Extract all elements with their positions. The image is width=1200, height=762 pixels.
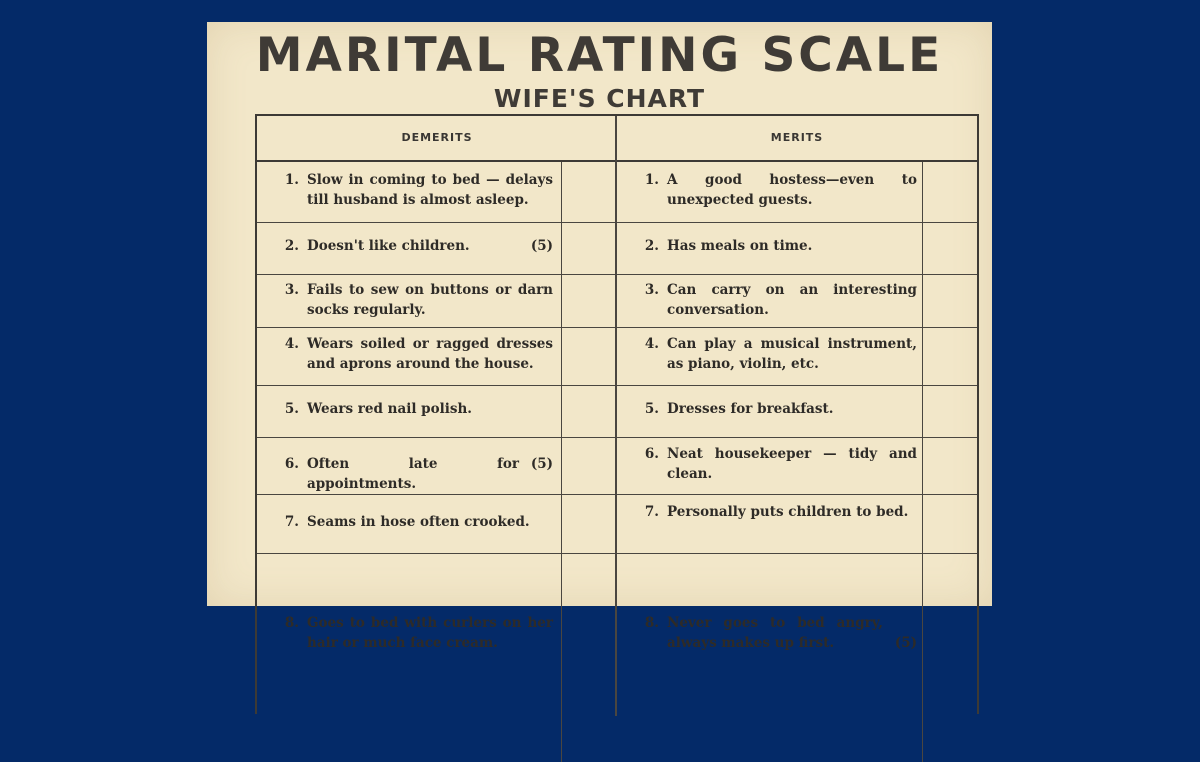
merits-item: [635, 444, 917, 484]
item-number: 5.: [284, 401, 299, 417]
item-text: Goes to bed with curlers on her hair or much face cream.: [307, 614, 553, 651]
item-number: 1.: [644, 172, 659, 188]
demerits-score-column-line: [561, 162, 562, 762]
demerits-item: [275, 399, 553, 419]
item-text: Wears soiled or ragged dresses and aprons around the house.: [307, 336, 553, 372]
item-text: Neat housekeeper — tidy and clean.: [667, 445, 917, 482]
item-text: Wears red nail polish.: [307, 401, 472, 417]
item-points: (5): [894, 634, 917, 651]
demerits-item: [275, 280, 553, 320]
demerits-item: [275, 334, 553, 374]
row-divider: [257, 327, 977, 328]
demerits-item: [275, 236, 553, 256]
document-page: [207, 22, 992, 651]
row-divider: [257, 222, 977, 223]
item-number: 6.: [284, 455, 299, 472]
item-number: 7.: [644, 503, 659, 520]
item-number: 4.: [284, 336, 299, 352]
merits-item: [635, 502, 917, 542]
item-text: Never goes to bed angry, always makes up first.: [667, 614, 883, 651]
page-subtitle: WIFE'S CHART: [493, 84, 706, 113]
item-text: Can carry on an interesting conversation.: [667, 282, 917, 318]
item-number: 6.: [644, 445, 659, 462]
row-divider: [257, 553, 977, 554]
item-text: Doesn't like children.: [307, 238, 470, 254]
demerits-item: [275, 613, 553, 653]
item-points: (5): [530, 455, 553, 472]
page-title: MARITAL RATING SCALE: [255, 28, 944, 83]
demerits-item: [275, 454, 553, 492]
demerits-header: DEMERITS: [401, 131, 473, 144]
item-number: 7.: [284, 513, 299, 530]
item-number: 2.: [644, 238, 659, 254]
item-number: 3.: [644, 282, 659, 298]
item-text: Dresses for breakfast.: [667, 401, 834, 417]
rating-table: [255, 114, 979, 714]
merits-header: MERITS: [770, 131, 824, 144]
item-number: 2.: [284, 238, 299, 254]
item-number: 4.: [644, 336, 659, 352]
item-number: 3.: [284, 282, 299, 298]
item-text: Seams in hose often crooked.: [307, 513, 530, 530]
row-divider: [257, 494, 977, 495]
merits-item: [635, 399, 917, 419]
item-text: Can play a musical instrument, as piano, violin, etc.: [667, 336, 917, 372]
item-number: 5.: [644, 401, 659, 417]
row-divider: [257, 274, 977, 275]
demerits-item: [275, 512, 553, 532]
item-text: Has meals on time.: [667, 238, 813, 254]
item-text: Personally puts children to bed.: [667, 503, 909, 520]
merits-item: [635, 170, 917, 210]
header-divider: [257, 160, 977, 162]
item-points: (5): [530, 238, 553, 254]
item-number: 8.: [644, 614, 659, 631]
item-number: 1.: [284, 172, 299, 188]
merits-item: [635, 334, 917, 374]
item-text: Often late for appointments.: [307, 455, 519, 492]
demerits-item: [275, 170, 553, 210]
row-divider: [257, 385, 977, 386]
row-divider: [257, 437, 977, 438]
merits-score-column-line: [922, 162, 923, 762]
item-number: 8.: [284, 614, 299, 631]
merits-item: [635, 236, 917, 256]
merits-item: [635, 280, 917, 320]
merits-item: [635, 613, 917, 653]
item-text: Fails to sew on buttons or darn socks regularly.: [307, 282, 553, 318]
item-text: Slow in coming to bed — delays till husband is almost asleep.: [307, 172, 553, 208]
item-text: A good hostess—even to unexpected guests.: [667, 172, 917, 208]
center-divider: [615, 116, 617, 716]
